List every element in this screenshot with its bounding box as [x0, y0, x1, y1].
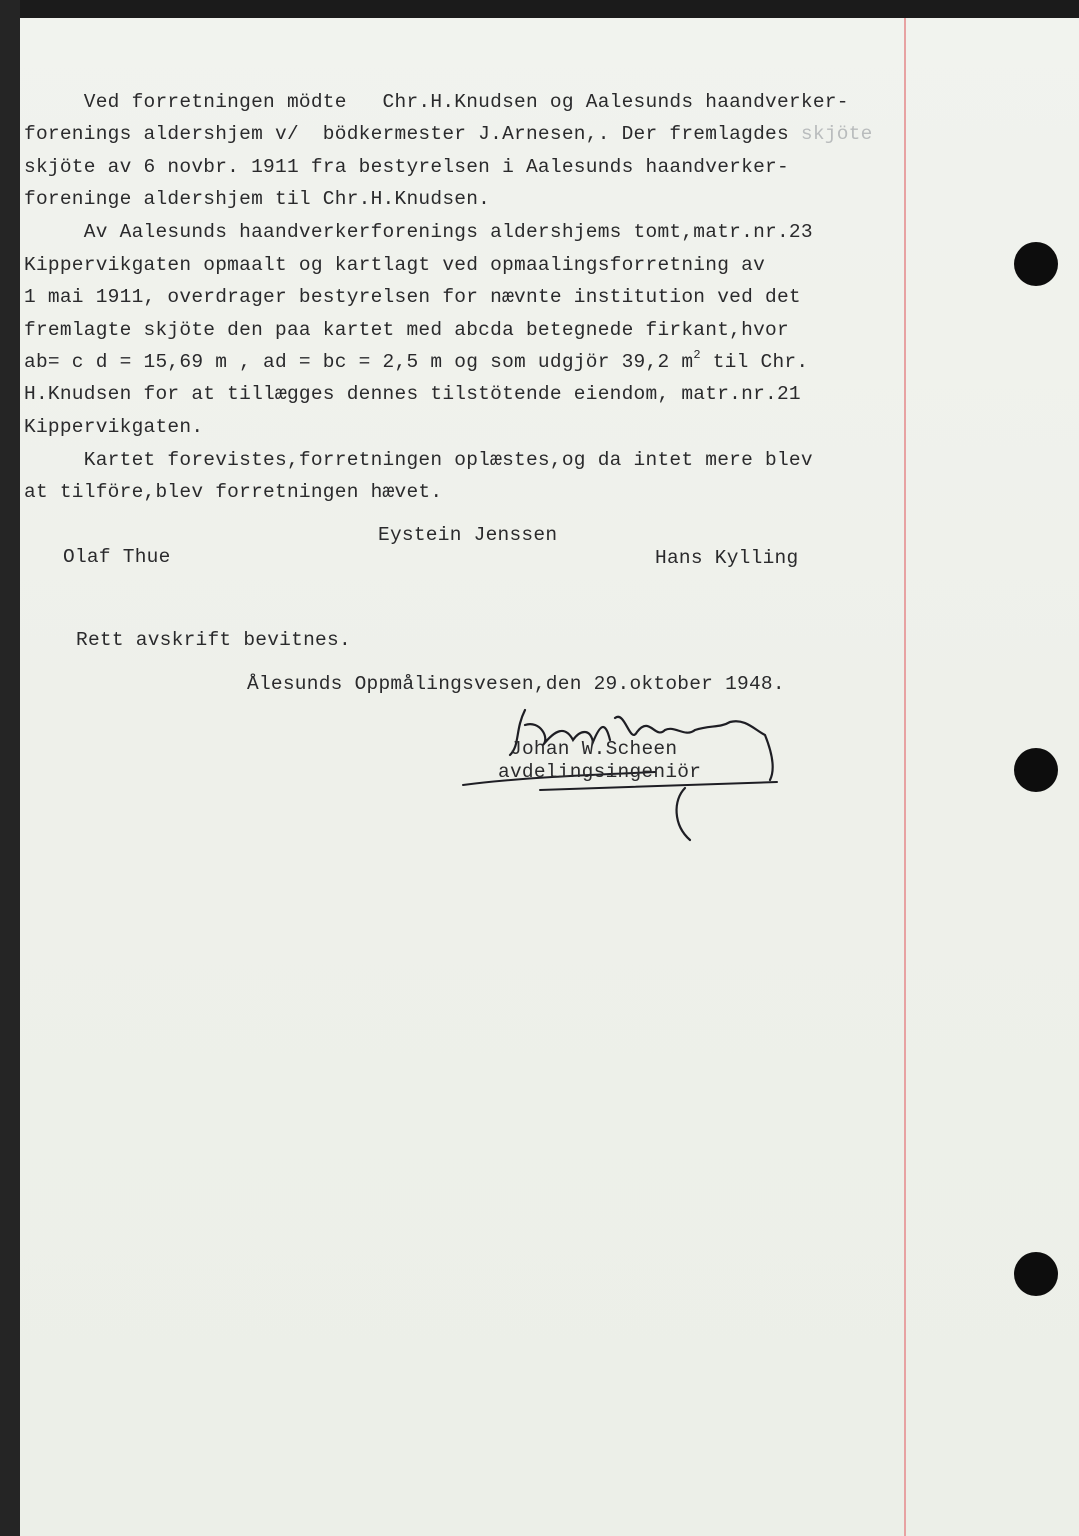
body-line-8: fremlagte skjöte den paa kartet med abcda betegnede firkant,hvor [24, 319, 789, 341]
witness-left: Olaf Thue [63, 546, 171, 568]
body-line-9 [24, 350, 808, 374]
body-line-6: Kippervikgaten opmaalt og kartlagt ved opmaalingsforretning av [24, 254, 766, 276]
scan-border-left [0, 0, 20, 1536]
body-line-9-text: ab= c d = 15,69 m , ad = bc = 2,5 m og som udgjör 39,2 m [24, 351, 694, 373]
body-line-4: foreninge aldershjem til Chr.H.Knudsen. [24, 188, 491, 210]
scan-border-top [0, 0, 1079, 18]
place-date: Ålesunds Oppmålingsvesen,den 29.oktober 1948. [247, 673, 785, 695]
body-line-7: 1 mai 1911, overdrager bestyrelsen for nævnte institution ved det [24, 286, 801, 308]
body-line-1: Ved forretningen mödte Chr.H.Knudsen og Aalesunds haandverker- [24, 91, 849, 113]
body-line-11: Kippervikgaten. [24, 416, 204, 438]
body-line-13: at tilföre,blev forretningen hævet. [24, 481, 443, 503]
body-line-9-tail: til Chr. [700, 351, 809, 373]
punch-hole [1014, 748, 1058, 792]
red-margin-line [904, 18, 906, 1536]
punch-hole [1014, 1252, 1058, 1296]
signatory-name: Johan W.Scheen [510, 738, 678, 760]
witness-right: Hans Kylling [655, 547, 799, 569]
faded-fragment: skjöte [800, 123, 873, 145]
punch-hole [1014, 242, 1058, 286]
body-line-3: skjöte av 6 novbr. 1911 fra bestyrelsen i Aalesunds haandverker- [24, 156, 789, 178]
body-line-2-text: forenings aldershjem v/ bödkermester J.Arnesen,. Der fremlagdes [24, 123, 789, 145]
body-line-10: H.Knudsen for at tillægges dennes tilstötende eiendom, matr.nr.21 [24, 383, 801, 405]
certification-text: Rett avskrift bevitnes. [76, 629, 351, 651]
body-line-2 [24, 122, 873, 146]
body-line-5: Av Aalesunds haandverkerforenings aldershjems tomt,matr.nr.23 [24, 221, 813, 243]
body-line-12: Kartet forevistes,forretningen oplæstes,og da intet mere blev [24, 449, 813, 471]
superscript-two: 2 [693, 348, 701, 362]
witness-center: Eystein Jenssen [378, 524, 558, 546]
signatory-title: avdelingsingeniör [498, 761, 702, 783]
